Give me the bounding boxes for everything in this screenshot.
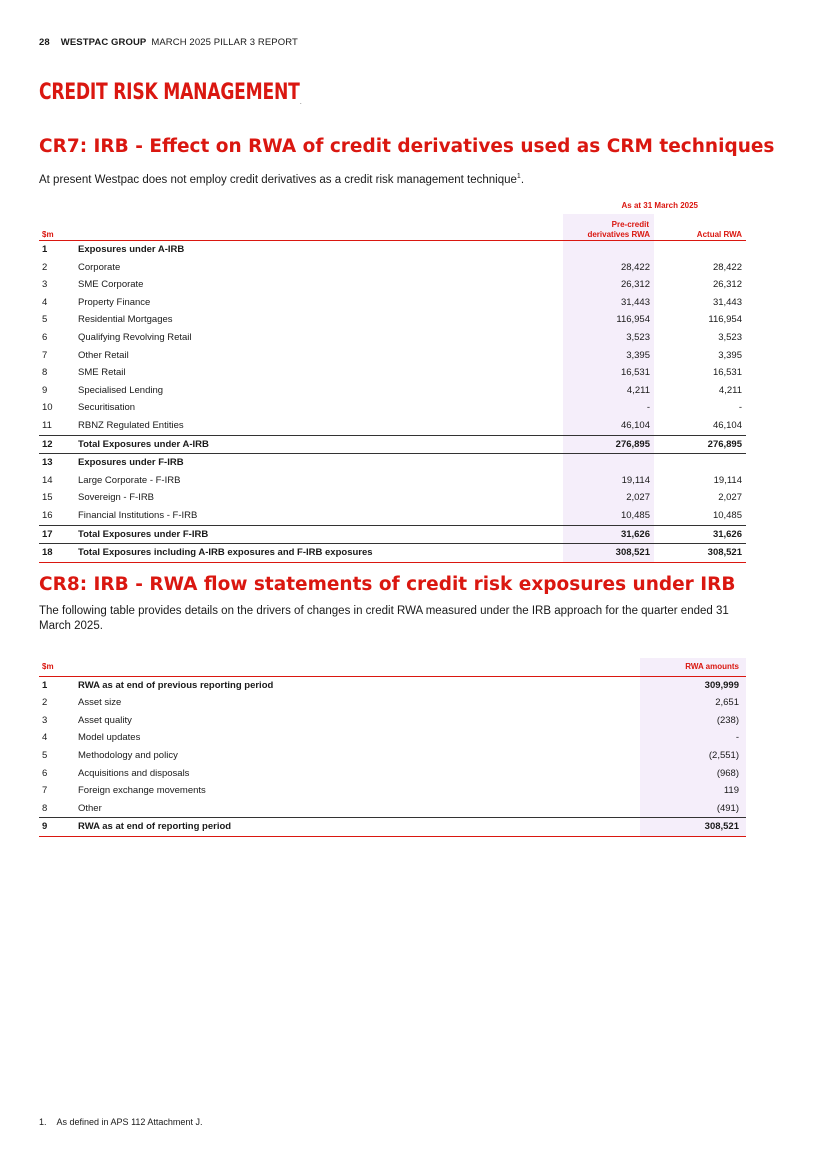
rwa-amount-value: (2,551) bbox=[640, 747, 746, 765]
row-label: Sovereign - F-IRB bbox=[78, 492, 155, 504]
rwa-amount-value: 309,999 bbox=[640, 676, 746, 694]
footnote-number: 1. bbox=[39, 1117, 47, 1127]
cr8-table-body bbox=[39, 676, 746, 836]
cr7-intro-text: At present Westpac does not employ credit derivatives as a credit risk management technique bbox=[39, 173, 517, 186]
table-row bbox=[39, 241, 746, 259]
table-row bbox=[39, 347, 746, 365]
table-row bbox=[39, 454, 746, 472]
report-name: MARCH 2025 PILLAR 3 REPORT bbox=[151, 37, 298, 48]
cr7-intro-end: . bbox=[520, 173, 525, 186]
pre-credit-value: 31,626 bbox=[563, 525, 654, 544]
row-number: 2 bbox=[42, 697, 48, 709]
pre-credit-header bbox=[563, 214, 654, 241]
table-row bbox=[39, 818, 746, 837]
row-number: 5 bbox=[42, 749, 48, 761]
rwa-amount-value: 308,521 bbox=[640, 818, 746, 837]
pre-credit-value: 3,395 bbox=[563, 347, 654, 365]
table-row bbox=[39, 525, 746, 544]
row-number: 17 bbox=[39, 525, 74, 544]
pre-credit-value: 31,443 bbox=[563, 294, 654, 312]
cr8-title: CR8: IRB - RWA flow statements of credit risk exposures under IRB bbox=[39, 574, 736, 595]
row-number: 13 bbox=[42, 457, 53, 469]
row-number: 9 bbox=[42, 384, 48, 396]
row-number: 4 bbox=[42, 732, 48, 744]
footnote-text: As defined in APS 112 Attachment J. bbox=[56, 1117, 203, 1127]
pre-credit-value: 308,521 bbox=[563, 544, 654, 563]
row-number: 11 bbox=[42, 419, 52, 431]
pre-credit-value: 10,485 bbox=[563, 507, 654, 525]
actual-rwa-value: 16,531 bbox=[712, 367, 742, 379]
row-label: RWA as at end of previous reporting period bbox=[78, 679, 274, 691]
pre-credit-value: 16,531 bbox=[563, 364, 654, 382]
row-label: Total Exposures under A-IRB bbox=[74, 435, 563, 454]
table-row bbox=[39, 294, 746, 312]
pre-credit-value: - bbox=[563, 399, 654, 417]
row-label: SME Corporate bbox=[78, 279, 144, 291]
row-label: Financial Institutions - F-IRB bbox=[78, 509, 198, 521]
actual-rwa-value: 26,312 bbox=[712, 279, 742, 291]
table-row bbox=[39, 399, 746, 417]
table-row bbox=[39, 489, 746, 507]
brand-name: WESTPAC GROUP bbox=[60, 37, 147, 48]
cr8-intro: The following table provides details on the drivers of changes in credit RWA measured under the IRB approach for the quarter ended 31 March 2025. bbox=[39, 605, 729, 632]
row-number: 6 bbox=[42, 331, 48, 343]
row-number: 5 bbox=[42, 314, 48, 326]
footnote-ref: 1 bbox=[516, 173, 521, 180]
actual-rwa-value bbox=[654, 454, 746, 472]
cr7-table-body bbox=[39, 241, 746, 563]
row-number: 4 bbox=[42, 296, 48, 308]
table-row bbox=[39, 382, 746, 400]
row-number: 7 bbox=[42, 785, 48, 797]
pre-credit-value: 2,027 bbox=[563, 489, 654, 507]
pre-credit-value: 4,211 bbox=[563, 382, 654, 400]
cr7-title: CR7: IRB - Effect on RWA of credit derivatives used as CRM techniques bbox=[39, 136, 775, 157]
actual-rwa-value: 116,954 bbox=[708, 314, 742, 326]
row-number: 8 bbox=[42, 367, 48, 379]
table-row bbox=[39, 364, 746, 382]
table-row bbox=[39, 747, 746, 765]
row-label: Asset size bbox=[78, 697, 122, 709]
row-number: 1 bbox=[42, 679, 48, 691]
row-label: Exposures under A-IRB bbox=[78, 244, 185, 255]
row-number: 1 bbox=[42, 244, 48, 255]
rwa-amount-value: - bbox=[640, 729, 746, 747]
actual-rwa-value: - bbox=[738, 402, 742, 414]
cr7-intro bbox=[39, 169, 524, 188]
cr8-unit-header: $m bbox=[39, 658, 74, 676]
row-number: 14 bbox=[42, 474, 53, 486]
footnote bbox=[39, 1117, 202, 1127]
rwa-amount-value: 2,651 bbox=[640, 694, 746, 712]
actual-rwa-value: 2,027 bbox=[718, 492, 742, 504]
actual-rwa-value: 46,104 bbox=[712, 419, 742, 431]
row-number: 3 bbox=[42, 714, 48, 726]
row-label: Specialised Lending bbox=[78, 384, 164, 396]
row-number: 10 bbox=[42, 402, 53, 414]
table-row bbox=[39, 765, 746, 783]
pre-credit-value: 19,114 bbox=[563, 472, 654, 490]
pre-credit-value bbox=[563, 454, 654, 472]
actual-rwa-header: Actual RWA bbox=[654, 214, 746, 241]
actual-rwa-value: 276,895 bbox=[654, 435, 746, 454]
row-number: 15 bbox=[42, 492, 53, 504]
actual-rwa-value: 31,443 bbox=[712, 296, 742, 308]
table-row bbox=[39, 507, 746, 525]
row-label: Asset quality bbox=[78, 714, 132, 726]
row-label: Other Retail bbox=[78, 349, 129, 361]
pre-credit-value: 276,895 bbox=[563, 435, 654, 454]
row-label: Corporate bbox=[78, 261, 121, 273]
rwa-amount-value: (968) bbox=[640, 765, 746, 783]
row-number: 9 bbox=[39, 818, 74, 837]
row-number: 16 bbox=[42, 509, 53, 521]
rwa-amount-value: (238) bbox=[640, 712, 746, 730]
row-label: Acquisitions and disposals bbox=[78, 767, 190, 779]
rwa-amounts-header: RWA amounts bbox=[640, 658, 746, 676]
table-row bbox=[39, 800, 746, 818]
row-label: Foreign exchange movements bbox=[78, 785, 206, 797]
row-label: Methodology and policy bbox=[78, 749, 178, 761]
table-row bbox=[39, 544, 746, 563]
row-number: 7 bbox=[42, 349, 48, 361]
row-number: 12 bbox=[39, 435, 74, 454]
actual-rwa-value: 19,114 bbox=[713, 474, 742, 486]
row-number: 2 bbox=[42, 261, 48, 273]
unit-header: $m bbox=[39, 214, 74, 241]
actual-rwa-value: 3,523 bbox=[718, 331, 742, 343]
actual-rwa-value: 10,485 bbox=[712, 509, 742, 521]
table-row bbox=[39, 712, 746, 730]
pre-credit-header-line1: Pre-credit bbox=[611, 220, 649, 229]
row-label: Qualifying Revolving Retail bbox=[78, 331, 192, 343]
pre-credit-value: 3,523 bbox=[563, 329, 654, 347]
table-row bbox=[39, 435, 746, 454]
table-row bbox=[39, 782, 746, 800]
cr7-table bbox=[39, 198, 746, 563]
pre-credit-value bbox=[563, 241, 654, 259]
rwa-amount-value: (491) bbox=[640, 800, 746, 818]
period-label: As at 31 March 2025 bbox=[621, 201, 698, 210]
rwa-amount-value: 119 bbox=[640, 782, 746, 800]
pre-credit-value: 28,422 bbox=[563, 259, 654, 277]
row-label: Total Exposures including A-IRB exposures and F-IRB exposures bbox=[74, 544, 563, 563]
row-label: RBNZ Regulated Entities bbox=[78, 419, 184, 431]
page-header bbox=[39, 37, 298, 48]
section-mark: . bbox=[300, 100, 302, 106]
actual-rwa-value bbox=[654, 241, 746, 259]
table-row bbox=[39, 329, 746, 347]
row-label: Securitisation bbox=[78, 402, 136, 414]
table-row bbox=[39, 694, 746, 712]
row-label: SME Retail bbox=[78, 367, 126, 379]
table-row bbox=[39, 311, 746, 329]
row-number: 6 bbox=[42, 767, 48, 779]
table-row bbox=[39, 417, 746, 435]
cr8-table bbox=[39, 658, 746, 837]
row-label: Residential Mortgages bbox=[78, 314, 173, 326]
row-number: 3 bbox=[42, 279, 48, 291]
table-row bbox=[39, 729, 746, 747]
row-number: 8 bbox=[42, 802, 48, 814]
actual-rwa-value: 31,626 bbox=[654, 525, 746, 544]
table-row bbox=[39, 259, 746, 277]
row-label: Exposures under F-IRB bbox=[78, 457, 184, 469]
pre-credit-value: 46,104 bbox=[563, 417, 654, 435]
section-title: CREDIT RISK MANAGEMENT bbox=[39, 80, 300, 105]
pre-credit-header-line2: derivatives RWA bbox=[587, 230, 650, 239]
table-row bbox=[39, 676, 746, 694]
row-label: Total Exposures under F-IRB bbox=[74, 525, 563, 544]
pre-credit-value: 26,312 bbox=[563, 276, 654, 294]
actual-rwa-value: 3,395 bbox=[718, 349, 742, 361]
actual-rwa-value: 4,211 bbox=[718, 384, 742, 396]
actual-rwa-value: 308,521 bbox=[654, 544, 746, 563]
table-row bbox=[39, 276, 746, 294]
table-row bbox=[39, 472, 746, 490]
actual-rwa-value: 28,422 bbox=[712, 261, 742, 273]
row-number: 18 bbox=[39, 544, 74, 563]
row-label: RWA as at end of reporting period bbox=[74, 818, 640, 837]
row-label: Model updates bbox=[78, 732, 141, 744]
page-number: 28 bbox=[39, 37, 50, 48]
row-label: Property Finance bbox=[78, 296, 151, 308]
row-label: Large Corporate - F-IRB bbox=[78, 474, 181, 486]
row-label: Other bbox=[78, 802, 102, 814]
pre-credit-value: 116,954 bbox=[563, 311, 654, 329]
